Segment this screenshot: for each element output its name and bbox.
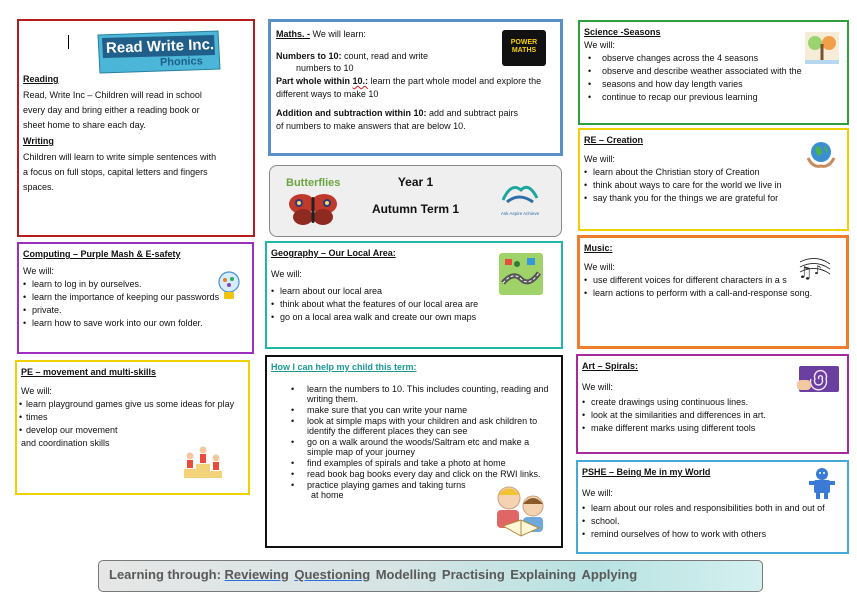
banner-word-applying: Applying xyxy=(581,567,638,582)
re-item-3: • say thank you for the things we are grateful for xyxy=(584,192,843,205)
title-card xyxy=(269,165,562,237)
science-item-3: • continue to recap our previous learning xyxy=(584,91,843,104)
computing-item-2: • learn the importance of keeping our passwords xyxy=(23,291,248,304)
art-item-2: • look at the similarities and differences in art. xyxy=(582,409,843,422)
numbers-label: Numbers to 10: xyxy=(276,51,342,62)
add-sub-label: Addition and subtraction within 10: xyxy=(276,108,427,119)
pe-item-2: • develop our movement xyxy=(19,424,244,437)
art-panel xyxy=(576,354,849,454)
pe-item-1-cont: • times xyxy=(19,411,244,424)
help-item-3: • look at simple maps with your children and ask children to identify the different places they can see xyxy=(291,416,557,436)
computing-item-3: • learn how to save work into our own folder. xyxy=(23,317,248,330)
help-item-2: • make sure that you can write your name xyxy=(291,405,557,415)
pshe-item-1: • learn about our roles and responsibilities both in and out of xyxy=(582,502,843,515)
writing-line-2: a focus on full stops, capital letters and fingers xyxy=(23,167,208,178)
part-whole-text: learn the part whole model and explore the xyxy=(368,76,542,87)
music-item-2: • learn actions to perform with a call-and-response song. xyxy=(584,287,842,300)
school-motto: Ask Aspire Achieve xyxy=(500,211,540,216)
power-maths-logo-line2: MATHS xyxy=(511,47,537,54)
writing-heading: Writing xyxy=(23,136,54,147)
reading-line-1: Read, Write Inc – Children will read in school xyxy=(23,90,202,101)
help-item-5: • find examples of spirals and take a photo at home xyxy=(291,458,557,468)
banner-word-explaining: Explaining xyxy=(510,567,577,582)
geography-panel xyxy=(265,241,563,349)
re-panel xyxy=(578,128,849,231)
re-item-1: • learn about the Christian story of Creation xyxy=(584,166,843,179)
literacy-panel xyxy=(17,19,255,237)
banner-word-questioning: Questioning xyxy=(294,567,371,582)
science-item-2: • observe and describe weather associated with the xyxy=(584,65,843,78)
maths-panel xyxy=(268,19,563,156)
writing-line-1: Children will learn to write simple sentences with xyxy=(23,152,217,163)
art-item-3: • make different marks using different tools xyxy=(582,422,843,435)
art-intro: We will: xyxy=(582,382,613,393)
music-item-1: • use different voices for different characters in a s xyxy=(584,274,842,287)
help-tail: at home xyxy=(311,490,344,501)
art-item-1: • create drawings using continuous lines. xyxy=(582,396,843,409)
butterflies-label: Butterflies xyxy=(286,177,341,189)
help-item-6: • read book bag books every day and click on the RWI links. xyxy=(291,469,557,479)
part-whole-label: Part whole within xyxy=(276,76,353,87)
children-reading-icon xyxy=(487,480,557,540)
geography-heading: Geography – Our Local Area: xyxy=(271,248,396,258)
writing-line-3: spaces. xyxy=(23,182,55,193)
lightbulb-icon xyxy=(216,270,242,302)
computing-panel xyxy=(17,242,254,354)
pshe-item-2: • remind ourselves of how to work with others xyxy=(582,528,843,541)
numbers-text: count, read and write xyxy=(341,51,429,62)
help-item-4: • go on a walk around the woods/Saltram etc and make a simple map of your journey xyxy=(291,437,557,457)
part-whole-label-number: 10.: xyxy=(352,76,369,87)
part-whole-text-2: different ways to make 10 xyxy=(276,89,379,100)
geography-item-2: • think about what the features of our local area are xyxy=(271,298,557,311)
re-intro: We will: xyxy=(584,154,615,165)
help-item-7: • practice playing games and taking turns xyxy=(291,480,481,490)
pe-item-1: • learn playground games give us some ideas for play xyxy=(19,398,244,411)
music-intro: We will: xyxy=(584,262,615,273)
reading-heading: Reading xyxy=(23,74,59,84)
maths-intro: We will learn: xyxy=(310,29,366,39)
music-heading: Music: xyxy=(584,243,613,253)
science-item-2-cont: • seasons and how day length varies xyxy=(584,78,843,91)
pshe-intro: We will: xyxy=(582,488,613,499)
re-heading: RE – Creation xyxy=(584,135,644,145)
science-intro: We will: xyxy=(584,40,615,51)
music-notes-icon xyxy=(796,254,832,284)
geography-intro: We will: xyxy=(271,269,302,280)
pshe-item-1-cont: • school. xyxy=(582,515,843,528)
svg-text:♫: ♫ xyxy=(798,263,813,282)
music-panel xyxy=(577,235,849,349)
geography-item-3: • go on a local area walk and create our own maps xyxy=(271,311,557,324)
pe-heading: PE – movement and multi-skills xyxy=(21,367,157,377)
computing-intro: We will: xyxy=(23,266,54,277)
science-panel xyxy=(578,20,849,125)
re-item-2: • think about ways to care for the world we live in xyxy=(584,179,843,192)
science-heading: Science -Seasons xyxy=(584,27,661,37)
jigsaw-character-icon xyxy=(807,466,837,500)
pshe-heading: PSHE – Being Me in my World xyxy=(582,467,711,477)
rwi-phonics-logo xyxy=(94,29,224,75)
map-icon xyxy=(499,253,543,295)
science-item-1: • observe changes across the 4 seasons xyxy=(584,52,843,65)
power-maths-logo xyxy=(502,30,546,66)
art-heading: Art – Spirals: xyxy=(582,361,639,371)
pshe-panel xyxy=(576,460,849,554)
banner-word-modelling: Modelling xyxy=(375,567,437,582)
help-panel xyxy=(265,355,563,548)
computing-item-2-cont: • private. xyxy=(23,304,248,317)
phonics-logo-text: Phonics xyxy=(159,55,203,69)
term-title: Autumn Term 1 xyxy=(371,202,460,216)
reading-line-3: sheet home to share each day. xyxy=(23,120,146,131)
power-maths-logo-line1: POWER xyxy=(510,39,538,46)
reading-line-2: every day and bring either a reading book or xyxy=(23,105,200,116)
add-sub-text: add and subtract pairs xyxy=(426,108,519,119)
help-heading: How I can help my child this term: xyxy=(271,362,417,372)
svg-text:♪: ♪ xyxy=(814,263,822,277)
text-cursor xyxy=(68,35,69,49)
help-item-1: • learn the numbers to 10. This includes counting, reading and writing them. xyxy=(291,384,557,404)
podium-children-icon xyxy=(182,442,224,478)
globe-hands-icon xyxy=(805,138,837,170)
rwi-logo-text: Read Write Inc. xyxy=(105,36,215,57)
pe-item-2-cont: and coordination skills xyxy=(21,438,110,449)
numbers-text-2: numbers to 10 xyxy=(296,63,354,74)
banner-word-reviewing: Reviewing xyxy=(224,567,289,582)
maths-heading: Maths. - xyxy=(276,29,311,39)
pe-intro: We will: xyxy=(21,386,52,397)
school-logo xyxy=(497,178,543,210)
learning-through-banner xyxy=(98,560,763,592)
banner-word-practising: Practising xyxy=(441,567,505,582)
banner-lead: Learning through: xyxy=(109,567,225,582)
pe-panel xyxy=(15,360,250,495)
computing-heading: Computing – Purple Mash & E-safety xyxy=(23,249,181,259)
spiral-art-icon xyxy=(797,362,841,394)
seasons-tree-icon xyxy=(805,32,839,64)
geography-item-1: • learn about our local area xyxy=(271,285,557,298)
computing-item-1: • learn to log in by ourselves. xyxy=(23,278,248,291)
year-title: Year 1 xyxy=(397,175,434,189)
add-sub-text-2: of numbers to make answers that are below 10. xyxy=(276,121,466,132)
